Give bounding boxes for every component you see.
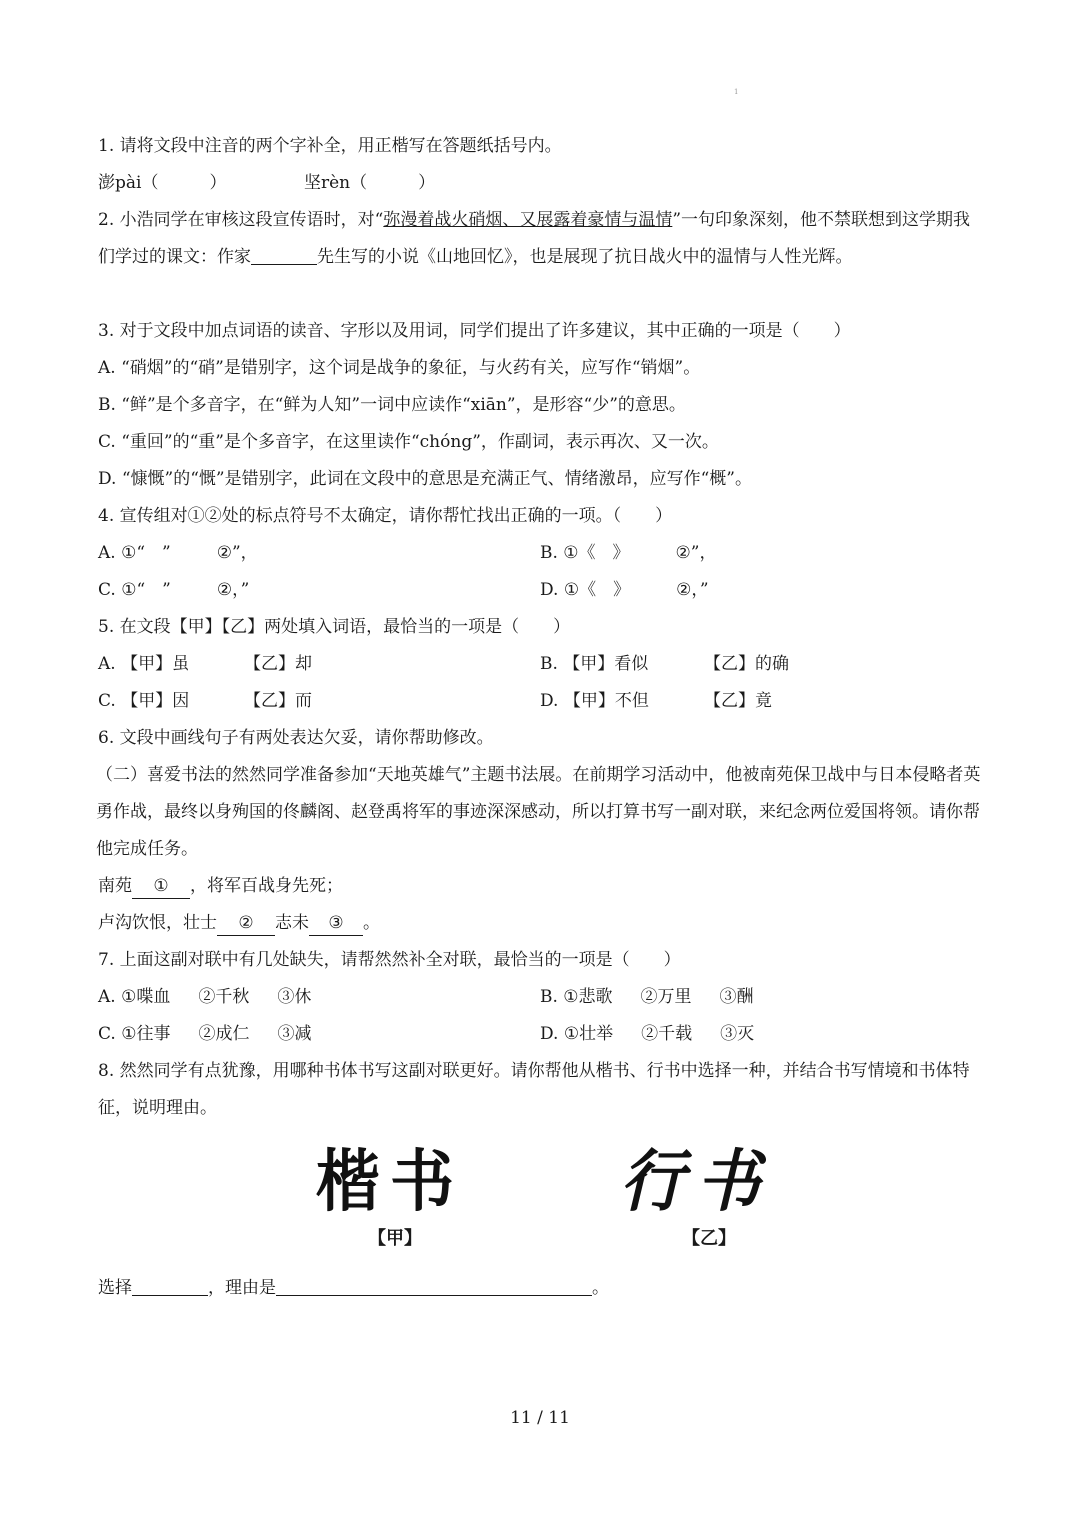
kaishu-sample: 楷书 xyxy=(316,1143,464,1222)
q2-underlined-sentence: 弥漫着战火硝烟、又展露着豪情与温情 xyxy=(383,210,673,230)
q3-text: 3. 对于文段中加点词语的读音、字形以及用词，同学们提出了许多建议，其中正确的一项是（ ） xyxy=(98,321,851,341)
q1-blank-peng: 澎pài（ ） xyxy=(98,173,227,193)
q7-option-d xyxy=(540,1016,754,1053)
q5-b-part1: B. 【甲】看似 xyxy=(540,654,649,674)
q5-b-part2: 【乙】的确 xyxy=(704,654,789,674)
section2-text: （二）喜爱书法的然然同学准备参加“天地英雄气”主题书法展。在前期学习活动中，他被南苑保卫战中与日本侵略者英勇作战，最终以身殉国的佟麟阁、赵登禹将军的事迹深深感动，所以打算书写一副对联，来纪念两位爱国将领。请你帮他完成任务。 xyxy=(96,765,981,859)
couplet-l2-mid: 志未 xyxy=(275,913,309,933)
q3-option-d: D. “慷慨”的“慨”是错别字，此词在文段中的意思是充满正气、情绪激昂，应写作“概”。 xyxy=(98,469,752,489)
q5-d-part1: D. 【甲】不但 xyxy=(540,691,649,711)
q7-d-part2: ②千载 xyxy=(641,1024,693,1044)
xingshu-sample: 行书 xyxy=(620,1143,772,1222)
q7-a-part2: ②千秋 xyxy=(198,987,250,1007)
q2-post2: 先生写的小说《山地回忆》，也是展现了抗日战火中的温情与人性光辉。 xyxy=(317,247,853,267)
q4-option-c xyxy=(98,572,540,609)
q1-text: 1. 请将文段中注音的两个字补全，用正楷写在答题纸括号内。 xyxy=(98,136,562,156)
couplet-l2-pre: 卢沟饮恨，壮士 xyxy=(98,913,217,933)
q4-option-d xyxy=(540,572,709,609)
q2-post1: ”一句印象深刻，他不禁联想到这学期我们学过的课文：作家 xyxy=(98,210,971,267)
q3-option-a: A. “硝烟”的“硝”是错别字，这个词是战争的象征，与火药有关，应写作“销烟”。 xyxy=(98,358,701,378)
q4-options-row2 xyxy=(98,572,984,609)
q5-option-b xyxy=(540,646,789,683)
q7-b-part2: ②万里 xyxy=(640,987,692,1007)
page-mark: 1 xyxy=(734,88,739,96)
q5-options-row1 xyxy=(98,646,984,683)
q4-c-part2: ②，” xyxy=(216,580,250,600)
page-number: 11 / 11 xyxy=(510,1408,570,1428)
q7-option-a xyxy=(98,979,540,1016)
q2-author-blank xyxy=(251,244,317,265)
q4-a-part2: ②”， xyxy=(216,543,258,563)
q8-text: 8. 然然同学有点犹豫，用哪种书体书写这副对联更好。请你帮他从楷书、行书中选择一种，并结合书写情境和书体特征，说明理由。 xyxy=(98,1061,970,1118)
couplet-l2-post: 。 xyxy=(363,913,380,933)
q5-option-c xyxy=(98,683,540,720)
q5-option-a xyxy=(98,646,540,683)
q5-option-d xyxy=(540,683,772,720)
q4-text: 4. 宣传组对①②处的标点符号不太确定，请你帮忙找出正确的一项。（ ） xyxy=(98,506,673,526)
q5-c-part2: 【乙】而 xyxy=(244,691,312,711)
couplet-line2 xyxy=(98,905,984,942)
q4-b-part2: ②”， xyxy=(675,543,717,563)
q7-options-row2 xyxy=(98,1016,984,1053)
document-body xyxy=(98,128,984,1127)
q7-option-c xyxy=(98,1016,540,1053)
q7-text: 7. 上面这副对联中有几处缺失，请帮然然补全对联，最恰当的一项是（ ） xyxy=(98,950,681,970)
q2-pre: 2. 小浩同学在审核这段宣传语时，对“ xyxy=(98,210,384,230)
q5-c-part1: C. 【甲】因 xyxy=(98,691,190,711)
caption-jia: 【甲】 xyxy=(368,1228,422,1249)
q4-d-part2: ②，” xyxy=(676,580,709,600)
q7-c-part3: ③减 xyxy=(277,1024,312,1044)
caption-yi: 【乙】 xyxy=(682,1228,736,1249)
q5-options-row2 xyxy=(98,683,984,720)
q7-d-part1: D. ①壮举 xyxy=(540,1024,614,1044)
answer-reason-blank xyxy=(276,1275,592,1296)
answer-choose-blank xyxy=(132,1275,208,1296)
q7-c-part2: ②成仁 xyxy=(198,1024,250,1044)
q3-option-b: B. “鲜”是个多音字，在“鲜为人知”一词中应读作“xiān”，是形容“少”的意思。 xyxy=(98,395,686,415)
q7-d-part3: ③灭 xyxy=(720,1024,755,1044)
q4-c-part1: C. ①“ ” xyxy=(98,580,171,600)
q7-c-part1: C. ①往事 xyxy=(98,1024,171,1044)
q7-b-part3: ③酬 xyxy=(719,987,754,1007)
q1-blanks xyxy=(98,165,984,202)
q4-b-part1: B. ①《 》 xyxy=(540,543,630,563)
answer-reason-label: ，理由是 xyxy=(208,1278,276,1298)
couplet-blank-3: ③ xyxy=(309,911,363,936)
q4-option-a xyxy=(98,535,540,572)
q7-a-part1: A. ①喋血 xyxy=(98,987,171,1007)
q5-a-part2: 【乙】却 xyxy=(244,654,312,674)
q5-text: 5. 在文段【甲】【乙】两处填入词语，最恰当的一项是（ ） xyxy=(98,617,571,637)
q2-text xyxy=(98,202,984,313)
answer-end: 。 xyxy=(592,1278,609,1298)
answer-line xyxy=(98,1270,609,1307)
couplet-blank-1: ① xyxy=(132,874,190,899)
answer-choose-label: 选择 xyxy=(98,1278,132,1298)
couplet-line1 xyxy=(98,868,984,905)
q4-option-b xyxy=(540,535,716,572)
q6-text: 6. 文段中画线句子有两处表达欠妥，请你帮助修改。 xyxy=(98,728,494,748)
q5-a-part1: A. 【甲】虽 xyxy=(98,654,190,674)
q4-options-row1 xyxy=(98,535,984,572)
q7-options-row1 xyxy=(98,979,984,1016)
q4-a-part1: A. ①“ ” xyxy=(98,543,171,563)
calligraphy-figure xyxy=(0,1128,1080,1268)
couplet-l1-post: ，将军百战身先死； xyxy=(190,876,343,896)
q7-b-part1: B. ①悲歌 xyxy=(540,987,613,1007)
couplet-blank-2: ② xyxy=(217,911,275,936)
q1-blank-ren: 坚rèn（ ） xyxy=(304,173,436,193)
q7-option-b xyxy=(540,979,754,1016)
q7-a-part3: ③休 xyxy=(277,987,312,1007)
q5-d-part2: 【乙】竟 xyxy=(704,691,772,711)
q3-option-c: C. “重回”的“重”是个多音字，在这里读作“chóng”，作副词，表示再次、又一次。 xyxy=(98,432,719,452)
q4-d-part1: D. ①《 》 xyxy=(540,580,631,600)
couplet-l1-pre: 南苑 xyxy=(98,876,132,896)
